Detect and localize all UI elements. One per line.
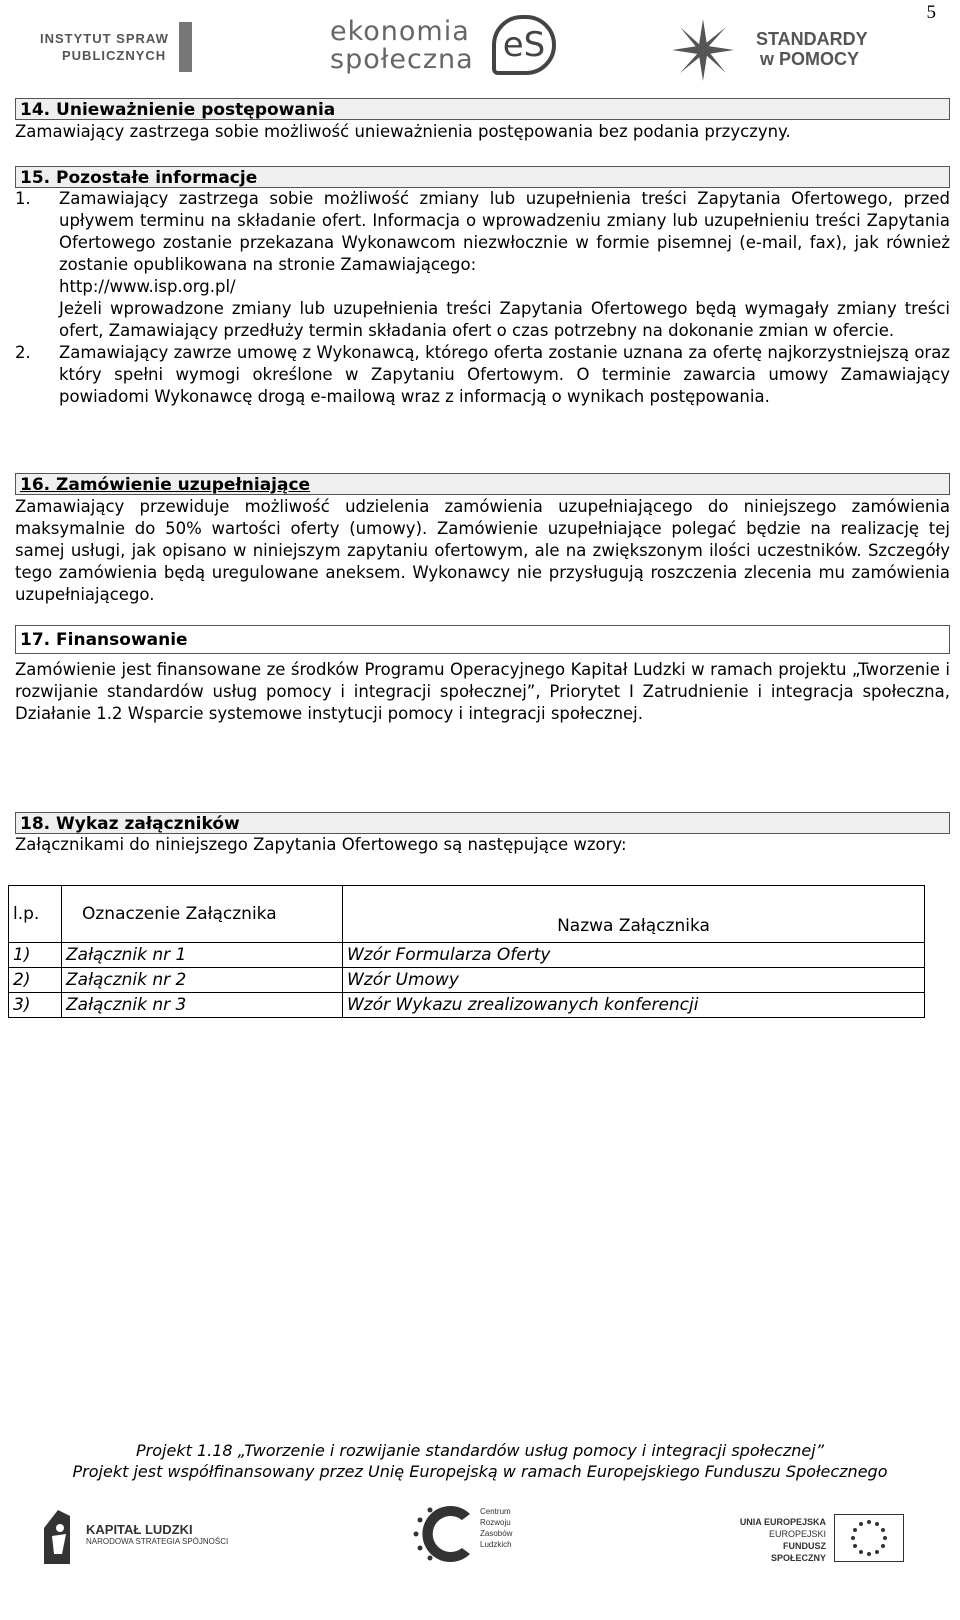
footer-line2: Projekt jest współfinansowany przez Unię Europejską w ramach Europejskiego Funduszu Społecznego (72, 1462, 888, 1481)
isp-logo (40, 22, 192, 74)
table-cell: Załącznik nr 1 (62, 943, 343, 968)
eu-flag-icon (834, 1514, 904, 1562)
table-header-cell: l.p. (9, 886, 62, 943)
table-cell: Wzór Formularza Oferty (343, 943, 925, 968)
table-header-row (9, 886, 925, 943)
ue-line2: EUROPEJSKI (768, 1529, 826, 1539)
crzl-line: Ludzkich (480, 1540, 512, 1549)
table-cell: 1) (9, 943, 62, 968)
es-logo-mark: eS (492, 15, 556, 75)
std-logo-line1: STANDARDY (756, 29, 868, 49)
kapital-ludzki-emblem-icon (40, 1508, 74, 1566)
section-16-text (15, 496, 950, 606)
crzl-line: Centrum (480, 1507, 511, 1516)
es-logo-line1: ekonomia (330, 16, 470, 47)
footer-text (0, 1440, 960, 1482)
section-17-heading: 17. Finansowanie (15, 625, 950, 654)
table-cell: 2) (9, 968, 62, 993)
section-17-text (15, 659, 950, 725)
table-cell: Wzór Wykazu zrealizowanych konferencji (343, 993, 925, 1018)
section-16-heading-text: 16. Zamówienie uzupełniające (20, 475, 311, 495)
kapital-ludzki-subtitle: NARODOWA STRATEGIA SPÓJNOŚCI (86, 1537, 229, 1546)
table-row (9, 968, 925, 993)
section-14-text (15, 121, 950, 143)
table-cell: Załącznik nr 3 (62, 993, 343, 1018)
section-18-text (15, 834, 950, 856)
table-cell: Załącznik nr 2 (62, 968, 343, 993)
list-item-text: Zamawiający zastrzega sobie możliwość zmiany lub uzupełnienia treści Zapytania Ofertowego, przed upływem terminu na składanie ofert. Informacja o wprowadzeniu zmiany lub uzupełnieniu treści Zapytania Ofertowego zostanie przekazana Wykonawcom niezwłocznie w formie pisemnej (e-mail, fax), jak również zostanie opublikowana na stronie Zamawiającego: (59, 189, 950, 274)
standardy-w-pomocy-logo (690, 15, 910, 85)
list-item-text: Zamawiający zawrze umowę z Wykonawcą, którego oferta zostanie uznana za ofertę najkorzystniejszą oraz który spełni wymogi określone w Zapytaniu Ofertowym. O terminie zawarcia umowy Zamawiający powiadomi Wykonawcę drogą e-mailową wraz z informacją o wynikach postępowania. (59, 343, 950, 406)
section-15-heading: 15. Pozostałe informacje (15, 166, 950, 188)
attachments-table (8, 885, 925, 1018)
es-logo-line2: społeczna (330, 44, 474, 75)
ue-line3: FUNDUSZ SPOŁECZNY (770, 1541, 826, 1563)
section-18-heading: 18. Wykaz załączników (15, 812, 950, 834)
isp-logo-bar (179, 22, 192, 72)
crzl-stars-c-icon (410, 1500, 480, 1568)
section-18-paragraph: Załącznikami do niniejszego Zapytania Ofertowego są następujące wzory: (15, 835, 627, 854)
table-row (9, 993, 925, 1018)
section-15-list (15, 188, 950, 408)
ue-line1: UNIA EUROPEJSKA (739, 1517, 826, 1527)
kapital-ludzki-title: KAPITAŁ LUDZKI (86, 1522, 193, 1537)
std-logo-line2: w POMOCY (760, 49, 860, 69)
section-16-paragraph: Zamawiający przewiduje możliwość udzielenia zamówienia uzupełniającego do niniejszego zamówienia maksymalnie do 50% wartości oferty (umowy). Zamówienie uzupełniające polegać będzie na realizację tej samej usługi, jak opisano w niniejszym zapytaniu ofertowym, ale na zwiększonym ilości uczestników. Szczegóły tego zamówienia będą uregulowane aneksem. Wykonawcy nie przysługują roszczenia zlecenia mu zamówienia uzupełniającego. (15, 497, 950, 604)
list-item-text-continued: Jeżeli wprowadzone zmiany lub uzupełnienia treści Zapytania Ofertowego będą wymagały zmiany treści ofert, Zamawiający przedłuży termin składania ofert o czas potrzebny na dokonanie zmian w ofercie. (59, 299, 950, 340)
table-header-cell: Oznaczenie Załącznika (62, 886, 343, 943)
url-link[interactable]: http://www.isp.org.pl/ (59, 277, 236, 296)
isp-logo-line2: PUBLICZNYCH (62, 48, 167, 63)
section-14-paragraph: Zamawiający zastrzega sobie możliwość unieważnienia postępowania bez podania przyczyny. (15, 122, 791, 141)
crzl-line: Rozwoju (480, 1518, 511, 1527)
unia-europejska-logo (730, 1512, 920, 1570)
crzl-line: Zasobów (480, 1529, 513, 1538)
page-number: 5 (926, 2, 936, 23)
list-item-number: 1. (15, 189, 31, 208)
crzl-logo (410, 1500, 530, 1568)
section-16-heading (15, 473, 950, 495)
footer-line1: Projekt 1.18 „Tworzenie i rozwijanie standardów usług pomocy i integracji społecznej” (136, 1441, 824, 1460)
ekonomia-spoleczna-logo (330, 15, 580, 77)
table-row (9, 943, 925, 968)
list-item (15, 188, 950, 342)
list-item-number: 2. (15, 343, 31, 362)
star-burst-icon (670, 17, 736, 83)
kapital-ludzki-logo (40, 1508, 240, 1570)
isp-logo-line1: INSTYTUT SPRAW (40, 31, 169, 46)
table-header-cell: Nazwa Załącznika (343, 886, 925, 943)
section-17-paragraph: Zamówienie jest finansowane ze środków Programu Operacyjnego Kapitał Ludzki w ramach projektu „Tworzenie i rozwijanie standardów usług pomocy i integracji społecznej”, Priorytet I Zatrudnienie i integracja społeczna, Działanie 1.2 Wsparcie systemowe instytucji pomocy i integracji społecznej. (15, 660, 950, 723)
table-cell: Wzór Umowy (343, 968, 925, 993)
table-cell: 3) (9, 993, 62, 1018)
section-14-heading: 14. Unieważnienie postępowania (15, 98, 950, 120)
list-item (15, 342, 950, 408)
